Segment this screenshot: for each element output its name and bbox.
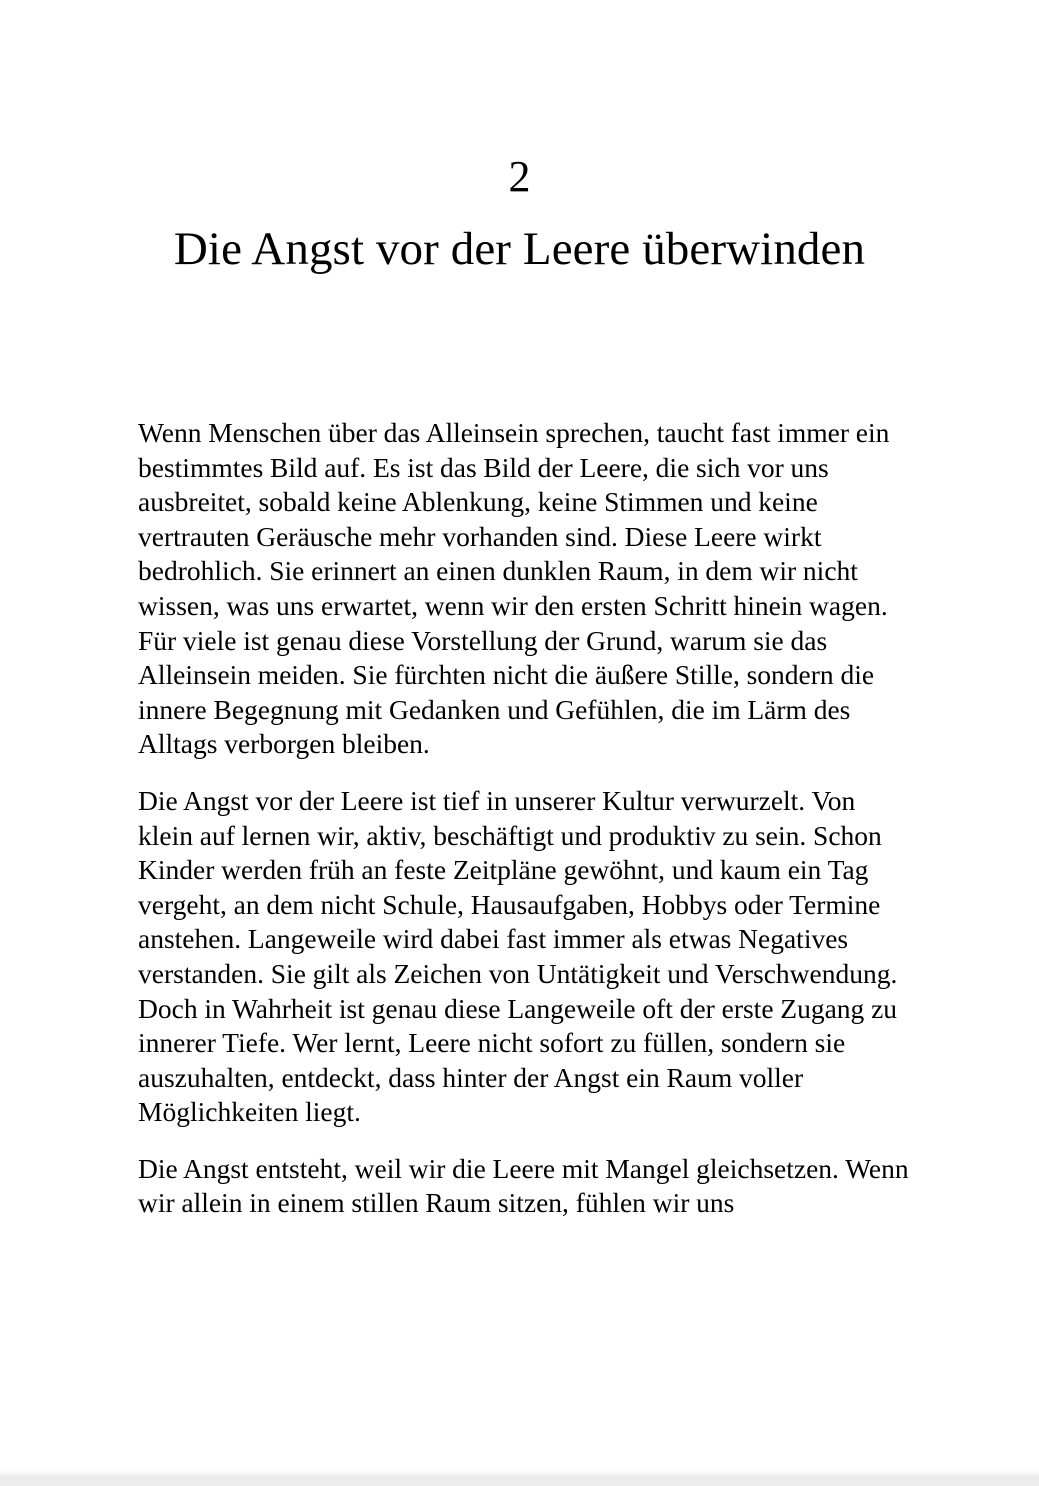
chapter-number: 2 — [508, 152, 531, 201]
paragraph: Wenn Menschen über das Alleinsein sprechen, taucht fast immer ein bestimmtes Bild auf. Es ist das Bild der Leere, die sich vor uns ausbreitet, sobald keine Ablenkung, keine Stimmen und keine vertrauten Geräusche mehr vorhanden sind. Diese Leere wirkt bedrohlich. Sie erinnert an einen dunklen Raum, in dem wir nicht wissen, was uns erwartet, wenn wir den ersten Schritt hinein wagen. Für viele ist genau diese Vorstellung der Grund, warum sie das Alleinsein meiden. Sie fürchten nicht die äußere Stille, sondern die innere Begegnung mit Gedanken und Gefühlen, die im Lärm des Alltags verborgen bleiben. — [138, 417, 890, 760]
chapter-title: Die Angst vor der Leere überwinden — [173, 223, 866, 275]
chapter-heading-block — [0, 0, 1039, 277]
page-bottom-edge — [0, 1470, 1039, 1478]
paragraph: Die Angst vor der Leere ist tief in unserer Kultur verwurzelt. Von klein auf lernen wir, aktiv, beschäftigt und produktiv zu sein. Schon Kinder werden früh an feste Zeitpläne gewöhnt, und kaum ein Tag vergeht, an dem nicht Schule, Hausaufgaben, Hobbys oder Termine anstehen. Langeweile wird dabei fast immer als etwas Negatives verstanden. Sie gilt als Zeichen von Untätigkeit und Verschwendung. Doch in Wahrheit ist genau diese Langeweile oft der erste Zugang zu innerer Tiefe. Wer lernt, Leere nicht sofort zu füllen, sondern sie auszuhalten, entdeckt, dass hinter der Angst ein Raum voller Möglichkeiten liegt. — [138, 784, 898, 1128]
body-text-block — [138, 416, 910, 1221]
paragraph: Die Angst entsteht, weil wir die Leere mit Mangel gleichsetzen. Wenn wir allein in einem stillen Raum sitzen, fühlen wir uns — [138, 1152, 909, 1219]
